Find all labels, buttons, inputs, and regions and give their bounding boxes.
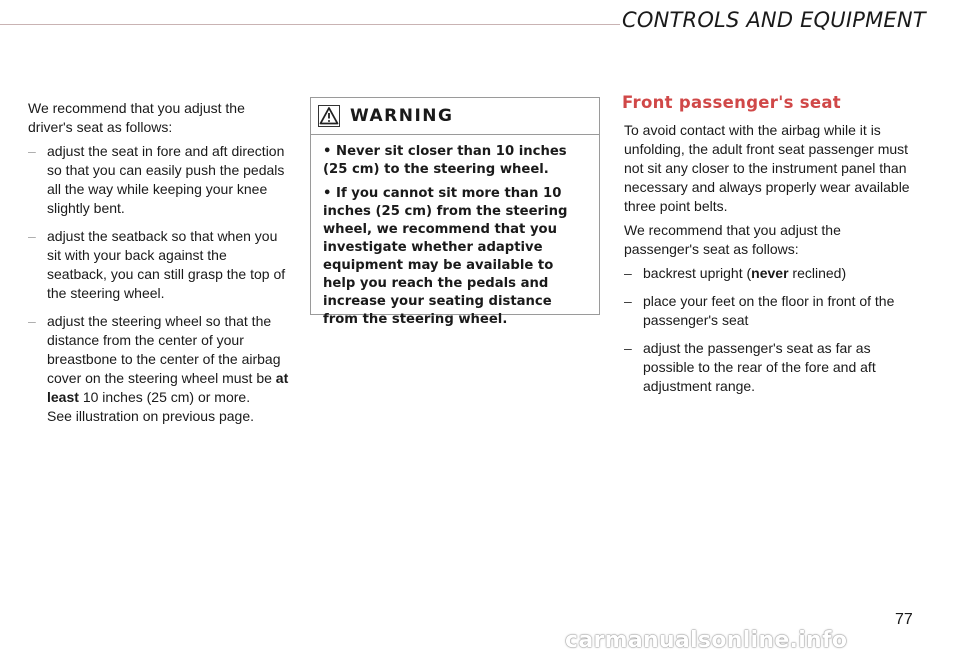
warning-title: WARNING	[350, 106, 454, 126]
warning-item-text: Never sit closer than 10 inches (25 cm) to the steering wheel.	[323, 144, 567, 177]
dash-marker: –	[28, 228, 36, 244]
list-item	[624, 339, 910, 396]
section-heading: Front passenger's seat	[622, 93, 841, 112]
left-column	[28, 99, 290, 435]
dash-marker: –	[624, 265, 632, 281]
list-item-text: adjust the steering wheel so that the distance from the center of your breastbone to the center of the airbag cover on the steering wheel must be	[47, 313, 281, 386]
list-item-text: adjust the passenger's seat as far as possible to the rear of the fore and aft adjustment range.	[643, 340, 876, 394]
never-emphasis: never	[751, 265, 789, 281]
dash-marker: –	[28, 143, 36, 159]
passenger-seat-list	[624, 264, 910, 396]
warning-item	[323, 185, 589, 329]
list-item-text: place your feet on the floor in front of the passenger's seat	[643, 293, 895, 328]
driver-seat-list	[28, 142, 290, 426]
dash-marker: –	[624, 293, 632, 309]
bullet-marker: •	[323, 186, 332, 201]
list-item	[624, 292, 910, 330]
page-number: 77	[895, 611, 913, 628]
right-column	[624, 121, 910, 405]
recommend-paragraph: We recommend that you adjust the passenger's seat as follows:	[624, 222, 841, 257]
dash-marker: –	[624, 340, 632, 356]
header-rule	[0, 24, 620, 25]
warning-item-text: If you cannot sit more than 10 inches (25 cm) from the steering wheel, we recommend that you investigate whether adaptive equipment may be available to help you reach the pedals and increase your seating distance from the steering wheel.	[323, 186, 568, 327]
airbag-paragraph: To avoid contact with the airbag while it is unfolding, the adult front seat passenger must not sit any closer to the instrument panel than necessary and always properly wear available three point belts.	[624, 122, 910, 214]
list-item-text: adjust the seatback so that when you sit with your back against the seatback, you can still grasp the top of the steering wheel.	[47, 228, 286, 301]
page-header-title: CONTROLS AND EQUIPMENT	[622, 8, 926, 32]
list-item	[624, 264, 910, 283]
warning-box	[310, 97, 600, 327]
list-item-text: backrest upright (	[643, 265, 752, 281]
list-item	[28, 142, 290, 218]
warning-item	[323, 143, 589, 179]
dash-marker: –	[28, 313, 36, 329]
distance-text: 10 inches (25 cm) or more.	[82, 389, 251, 405]
warning-header	[311, 98, 599, 135]
warning-triangle-icon	[318, 105, 340, 127]
intro-paragraph: We recommend that you adjust the driver's seat as follows:	[28, 100, 245, 135]
list-item-text: adjust the seat in fore and aft direction so that you can easily push the pedals all the way while keeping your knee slightly bent.	[47, 143, 285, 216]
list-item	[28, 312, 290, 426]
list-item-text: reclined)	[788, 265, 847, 281]
emphasis-text: at least	[47, 370, 289, 405]
watermark: carmanualsonline.info	[565, 628, 848, 653]
warning-body	[311, 135, 599, 329]
list-item	[28, 227, 290, 303]
bullet-marker: •	[323, 144, 332, 159]
see-illustration-note: See illustration on previous page.	[47, 408, 255, 424]
